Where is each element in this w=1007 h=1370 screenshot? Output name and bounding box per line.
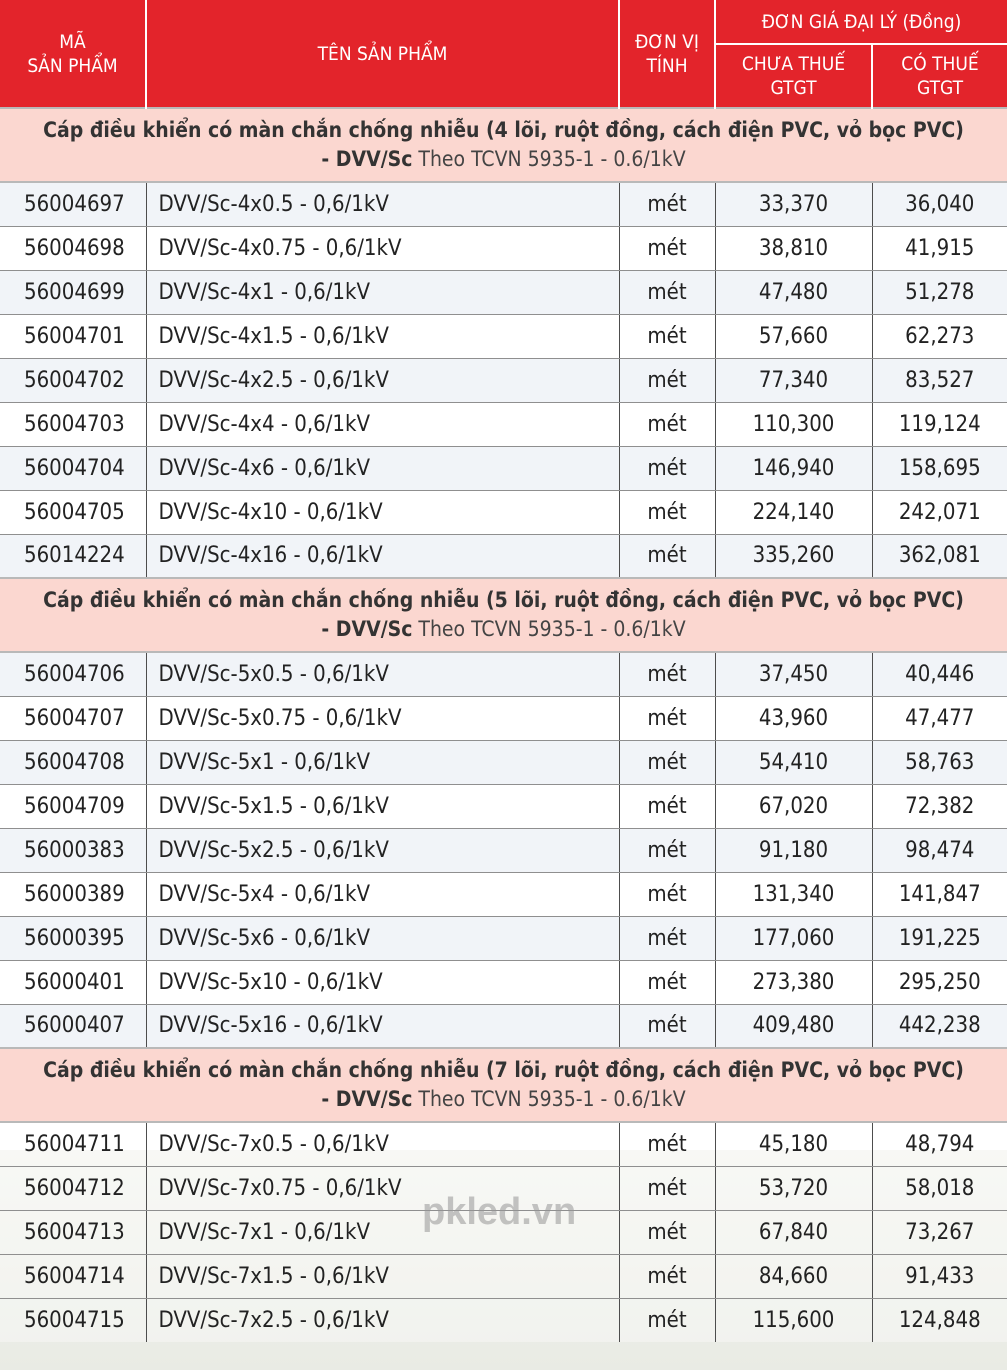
cell-price-excl-vat: 45,180 [715,1122,872,1166]
cell-product-name: DVV/Sc-4x16 - 0,6/1kV [146,534,619,578]
cell-unit: mét [619,1166,715,1210]
cell-price-excl-vat: 38,810 [715,226,872,270]
cell-product-name: DVV/Sc-5x4 - 0,6/1kV [146,872,619,916]
header-code-line1: MÃ [59,30,86,53]
cell-product-name: DVV/Sc-4x1.5 - 0,6/1kV [146,314,619,358]
cell-unit: mét [619,828,715,872]
section-code: - DVV/Sc [321,617,413,641]
cell-price-excl-vat: 67,840 [715,1210,872,1254]
cell-unit: mét [619,652,715,696]
table-header [0,0,1007,108]
cell-unit: mét [619,270,715,314]
header-name-label: TÊN SẢN PHẨM [317,42,448,65]
cell-unit: mét [619,960,715,1004]
cell-price-incl-vat: 83,527 [872,358,1007,402]
cell-product-code: 56004702 [0,358,146,402]
cell-product-name: DVV/Sc-5x6 - 0,6/1kV [146,916,619,960]
cell-unit: mét [619,1298,715,1342]
cell-unit: mét [619,784,715,828]
cell-product-name: DVV/Sc-5x1.5 - 0,6/1kV [146,784,619,828]
cell-product-code: 56004707 [0,696,146,740]
cell-unit: mét [619,402,715,446]
cell-unit: mét [619,1254,715,1298]
cell-unit: mét [619,446,715,490]
section-header [0,108,1007,182]
cell-price-excl-vat: 335,260 [715,534,872,578]
header-code-line2: SẢN PHẨM [27,54,118,77]
cell-product-code: 56004698 [0,226,146,270]
cell-product-name: DVV/Sc-7x0.75 - 0,6/1kV [146,1166,619,1210]
header-price-excl-vat [715,44,872,108]
header-product-code [0,0,146,108]
table-row [0,872,1007,916]
cell-unit: mét [619,872,715,916]
cell-unit: mét [619,358,715,402]
cell-price-incl-vat: 119,124 [872,402,1007,446]
header-unit-line2: TÍNH [646,54,688,77]
header-unit-line1: ĐƠN VỊ [635,30,699,53]
cell-product-name: DVV/Sc-7x0.5 - 0,6/1kV [146,1122,619,1166]
cell-price-excl-vat: 115,600 [715,1298,872,1342]
cell-unit: mét [619,696,715,740]
cell-price-incl-vat: 48,794 [872,1122,1007,1166]
header-price-incl-line1: CÓ THUẾ [901,53,979,75]
table-row [0,740,1007,784]
cell-price-incl-vat: 98,474 [872,828,1007,872]
table-row [0,226,1007,270]
table-row [0,784,1007,828]
cell-product-code: 56000395 [0,916,146,960]
cell-product-name: DVV/Sc-5x0.5 - 0,6/1kV [146,652,619,696]
cell-price-excl-vat: 91,180 [715,828,872,872]
cell-price-incl-vat: 295,250 [872,960,1007,1004]
table-row [0,534,1007,578]
cell-product-code: 56004711 [0,1122,146,1166]
section-header [0,1048,1007,1122]
cell-product-code: 56000407 [0,1004,146,1048]
cell-product-name: DVV/Sc-4x1 - 0,6/1kV [146,270,619,314]
cell-price-excl-vat: 224,140 [715,490,872,534]
section-standard: Theo TCVN 5935-1 - 0.6/1kV [418,1087,686,1111]
cell-product-code: 56004713 [0,1210,146,1254]
table-row [0,358,1007,402]
cell-price-incl-vat: 442,238 [872,1004,1007,1048]
table-row [0,1004,1007,1048]
cell-product-name: DVV/Sc-4x0.75 - 0,6/1kV [146,226,619,270]
cell-price-excl-vat: 33,370 [715,182,872,226]
table-row [0,916,1007,960]
cell-price-incl-vat: 58,018 [872,1166,1007,1210]
cell-price-excl-vat: 84,660 [715,1254,872,1298]
header-price-incl-line2: GTGT [917,77,964,99]
cell-product-code: 56004709 [0,784,146,828]
cell-price-excl-vat: 47,480 [715,270,872,314]
section-standard: Theo TCVN 5935-1 - 0.6/1kV [418,147,686,171]
section-code: - DVV/Sc [321,1087,413,1111]
cell-price-incl-vat: 40,446 [872,652,1007,696]
cell-price-incl-vat: 124,848 [872,1298,1007,1342]
cell-unit: mét [619,1004,715,1048]
cell-price-incl-vat: 36,040 [872,182,1007,226]
cell-price-excl-vat: 77,340 [715,358,872,402]
cell-price-incl-vat: 72,382 [872,784,1007,828]
section-header-row [0,578,1007,652]
section-title: Cáp điều khiển có màn chắn chống nhiễu (7 lõi, ruột đồng, cách điện PVC, vỏ bọc PVC) [43,1058,964,1082]
watermark: pkled.vn [422,1191,577,1233]
table-row [0,960,1007,1004]
cell-price-incl-vat: 91,433 [872,1254,1007,1298]
cell-unit: mét [619,534,715,578]
section-standard: Theo TCVN 5935-1 - 0.6/1kV [418,617,686,641]
header-price-group [715,0,1007,44]
header-unit [619,0,715,108]
cell-price-incl-vat: 47,477 [872,696,1007,740]
table-row [0,1298,1007,1342]
cell-product-name: DVV/Sc-4x2.5 - 0,6/1kV [146,358,619,402]
cell-price-excl-vat: 273,380 [715,960,872,1004]
cell-product-code: 56004705 [0,490,146,534]
cell-price-excl-vat: 53,720 [715,1166,872,1210]
cell-product-code: 56000401 [0,960,146,1004]
section-header [0,578,1007,652]
table-row [0,314,1007,358]
cell-price-incl-vat: 73,267 [872,1210,1007,1254]
cell-price-incl-vat: 362,081 [872,534,1007,578]
header-product-name [146,0,619,108]
cell-unit: mét [619,182,715,226]
cell-price-excl-vat: 57,660 [715,314,872,358]
cell-product-name: DVV/Sc-7x1 - 0,6/1kV [146,1210,619,1254]
cell-product-name: DVV/Sc-5x1 - 0,6/1kV [146,740,619,784]
cell-product-code: 56004699 [0,270,146,314]
cell-unit: mét [619,226,715,270]
cell-price-incl-vat: 62,273 [872,314,1007,358]
cell-price-incl-vat: 158,695 [872,446,1007,490]
cell-product-name: DVV/Sc-5x0.75 - 0,6/1kV [146,696,619,740]
cell-product-name: DVV/Sc-4x6 - 0,6/1kV [146,446,619,490]
cell-unit: mét [619,1122,715,1166]
cell-price-incl-vat: 58,763 [872,740,1007,784]
cell-price-excl-vat: 110,300 [715,402,872,446]
section-header-row [0,108,1007,182]
cell-unit: mét [619,740,715,784]
table-row [0,828,1007,872]
section-title: Cáp điều khiển có màn chắn chống nhiễu (4 lõi, ruột đồng, cách điện PVC, vỏ bọc PVC) [43,118,964,142]
cell-price-excl-vat: 54,410 [715,740,872,784]
cell-price-excl-vat: 43,960 [715,696,872,740]
cell-product-name: DVV/Sc-5x2.5 - 0,6/1kV [146,828,619,872]
cell-product-code: 56004715 [0,1298,146,1342]
cell-unit: mét [619,916,715,960]
cell-product-name: DVV/Sc-7x2.5 - 0,6/1kV [146,1298,619,1342]
cell-product-code: 56004714 [0,1254,146,1298]
cell-product-name: DVV/Sc-4x4 - 0,6/1kV [146,402,619,446]
cell-price-excl-vat: 67,020 [715,784,872,828]
cell-price-excl-vat: 37,450 [715,652,872,696]
cell-product-code: 56004708 [0,740,146,784]
cell-unit: mét [619,1210,715,1254]
cell-price-incl-vat: 242,071 [872,490,1007,534]
header-price-excl-line2: GTGT [770,77,817,99]
table-row [0,1254,1007,1298]
cell-price-excl-vat: 177,060 [715,916,872,960]
cell-price-incl-vat: 41,915 [872,226,1007,270]
cell-product-name: DVV/Sc-4x10 - 0,6/1kV [146,490,619,534]
header-price-excl-line1: CHƯA THUẾ [741,53,846,75]
cell-product-code: 56000383 [0,828,146,872]
header-price-group-label: ĐƠN GIÁ ĐẠI LÝ (Đồng) [761,10,962,33]
table-row [0,402,1007,446]
cell-price-incl-vat: 141,847 [872,872,1007,916]
table-row [0,1122,1007,1166]
cell-price-incl-vat: 51,278 [872,270,1007,314]
table-row [0,270,1007,314]
table-row [0,696,1007,740]
cell-price-incl-vat: 191,225 [872,916,1007,960]
section-code: - DVV/Sc [321,147,413,171]
cell-product-code: 56004701 [0,314,146,358]
cell-product-name: DVV/Sc-4x0.5 - 0,6/1kV [146,182,619,226]
table-row [0,446,1007,490]
cell-product-name: DVV/Sc-7x1.5 - 0,6/1kV [146,1254,619,1298]
cell-product-code: 56000389 [0,872,146,916]
section-title: Cáp điều khiển có màn chắn chống nhiễu (5 lõi, ruột đồng, cách điện PVC, vỏ bọc PVC) [43,588,964,612]
cell-product-code: 56004712 [0,1166,146,1210]
table-row [0,182,1007,226]
cell-unit: mét [619,490,715,534]
section-header-row [0,1048,1007,1122]
cell-product-name: DVV/Sc-5x10 - 0,6/1kV [146,960,619,1004]
cell-product-code: 56004703 [0,402,146,446]
cell-product-code: 56004697 [0,182,146,226]
table-body [0,108,1007,1342]
cell-price-excl-vat: 131,340 [715,872,872,916]
cell-product-name: DVV/Sc-5x16 - 0,6/1kV [146,1004,619,1048]
cell-price-excl-vat: 146,940 [715,446,872,490]
table-row [0,652,1007,696]
cell-unit: mét [619,314,715,358]
cell-product-code: 56014224 [0,534,146,578]
cell-product-code: 56004704 [0,446,146,490]
cell-product-code: 56004706 [0,652,146,696]
cell-price-excl-vat: 409,480 [715,1004,872,1048]
header-price-incl-vat [872,44,1007,108]
table-row [0,490,1007,534]
